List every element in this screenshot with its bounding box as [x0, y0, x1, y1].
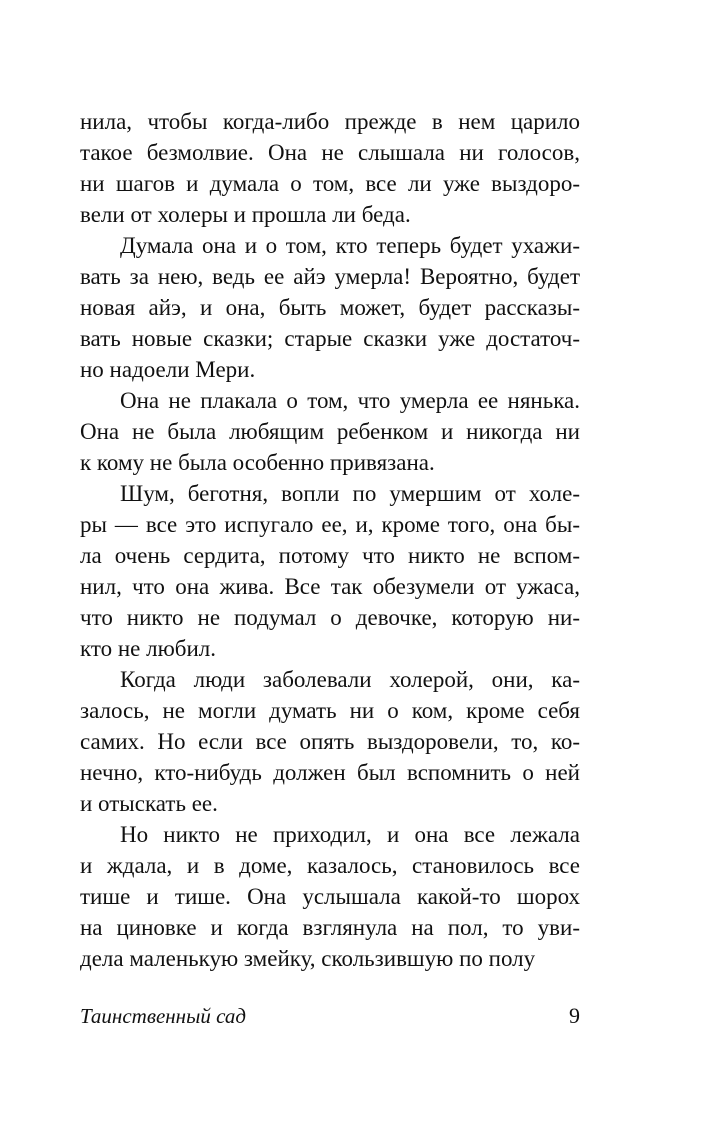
text-line: дела маленькую змейку, скользившую по полу — [80, 946, 536, 971]
text-line: ры — все это испугало ее, и, кроме того, она бы- — [80, 512, 580, 537]
text-line: и отыскать ее. — [80, 791, 218, 816]
text-line: на циновке и когда взглянула на пол, то уви- — [80, 915, 580, 940]
text-line: Шум, беготня, вопли по умершим от холе- — [120, 481, 580, 506]
text-line: вели от холеры и прошла ли беда. — [80, 202, 411, 227]
text-line: нила, чтобы когда-либо прежде в нем царило — [80, 109, 580, 134]
text-line: нечно, кто-нибудь должен был вспомнить о ней — [80, 760, 580, 785]
paragraph — [80, 230, 580, 385]
page-number: 9 — [569, 1003, 580, 1028]
text-line: Она не плакала о том, что умерла ее нянька. — [120, 388, 580, 413]
text-line: Думала она и о том, кто теперь будет ухажи- — [120, 233, 580, 258]
text-line: Но никто не приходил, и она все лежала — [120, 822, 580, 847]
text-line: но надоели Мери. — [80, 357, 256, 382]
text-line: ла очень сердита, потому что никто не вспом- — [80, 543, 580, 568]
paragraph — [80, 478, 580, 664]
paragraph — [80, 819, 580, 974]
text-line: что никто не подумал о девочке, которую ни- — [80, 605, 580, 630]
text-line: Когда люди заболевали холерой, они, ка- — [120, 667, 580, 692]
text-line: ни шагов и думала о том, все ли уже выздоро- — [80, 171, 580, 196]
text-line: вать за нею, ведь ее айэ умерла! Вероятно, будет — [80, 264, 580, 289]
paragraph — [80, 385, 580, 478]
page-text — [80, 106, 580, 974]
text-line: нил, что она жива. Все так обезумели от ужаса, — [80, 574, 580, 599]
text-line: к кому не была особенно привязана. — [80, 450, 435, 475]
page-footer — [80, 1002, 580, 1030]
text-line: самих. Но если все опять выздоровели, то, ко- — [80, 729, 580, 754]
paragraph — [80, 664, 580, 819]
text-line: вать новые сказки; старые сказки уже достаточ- — [80, 326, 580, 351]
text-line: тише и тише. Она услышала какой-то шорох — [80, 884, 580, 909]
text-line: и ждала, и в доме, казалось, становилось все — [80, 853, 580, 878]
text-line: такое безмолвие. Она не слышала ни голосов, — [80, 140, 580, 165]
text-line: залось, не могли думать ни о ком, кроме себя — [80, 698, 580, 723]
text-line: Она не была любящим ребенком и никогда ни — [80, 419, 580, 444]
running-title: Таинственный сад — [80, 1004, 246, 1028]
paragraph — [80, 106, 580, 230]
text-line: новая айэ, и она, быть может, будет рассказы- — [80, 295, 580, 320]
text-line: кто не любил. — [80, 636, 217, 661]
